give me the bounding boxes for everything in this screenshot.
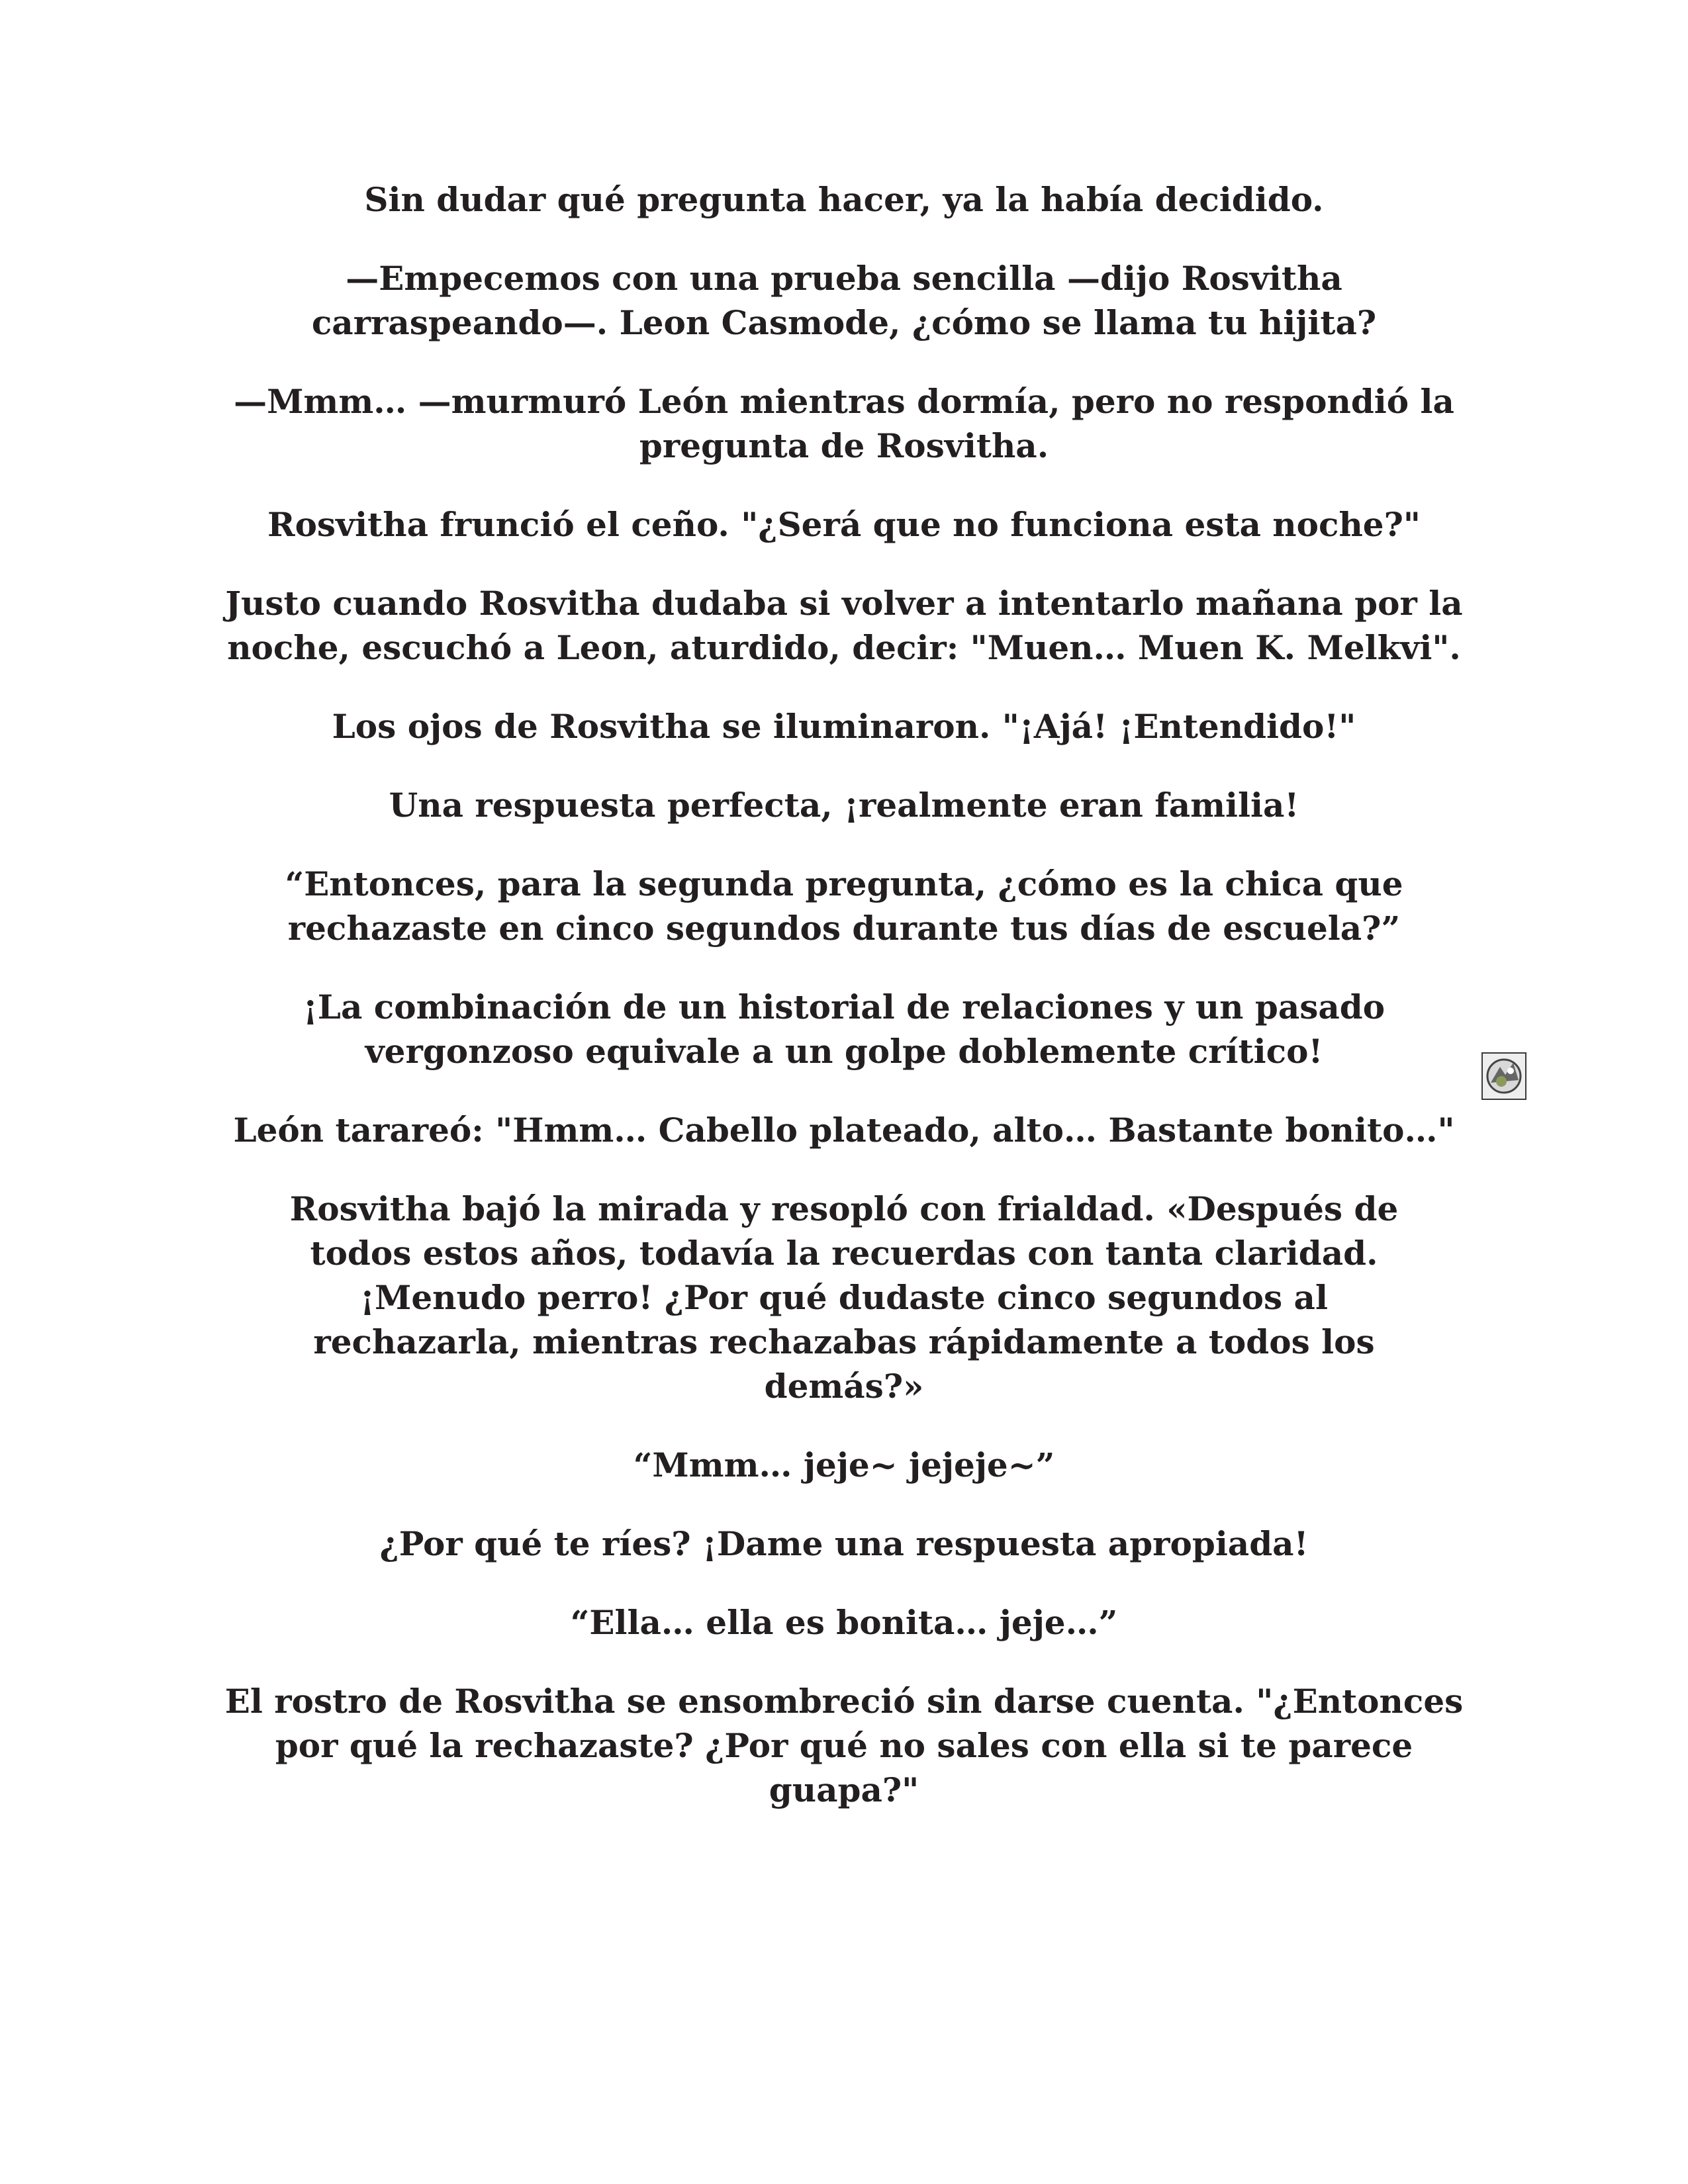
paragraph: Rosvitha bajó la mirada y resopló con frialdad. «Después de todos estos años, todavía la recuerdas con tanta claridad. ¡Menudo perro! ¿Por qué dudaste cinco segundos al rechazarla, mientras rechazabas rápidamente a todos los demás?» bbox=[289, 1189, 1399, 1406]
document-page bbox=[218, 177, 1470, 1846]
paragraph: —Empecemos con una prueba sencilla —dijo Rosvitha carraspeando—. Leon Casmode, ¿cómo se llama tu hijita? bbox=[311, 259, 1377, 342]
paragraph: Una respuesta perfecta, ¡realmente eran familia! bbox=[389, 786, 1299, 825]
paragraph: “Ella… ella es bonita… jeje…” bbox=[570, 1603, 1118, 1642]
paragraph: ¿Por qué te ríes? ¡Dame una respuesta apropiada! bbox=[379, 1524, 1309, 1563]
paragraph: Sin dudar qué pregunta hacer, ya la había decidido. bbox=[364, 180, 1324, 219]
paragraph: “Entonces, para la segunda pregunta, ¿cómo es la chica que rechazaste en cinco segundos durante tus días de escuela?” bbox=[285, 864, 1403, 948]
paragraph: Rosvitha frunció el ceño. "¿Será que no funciona esta noche?" bbox=[267, 505, 1421, 544]
paragraph: León tarareó: "Hmm… Cabello plateado, alto… Bastante bonito…" bbox=[233, 1111, 1455, 1150]
paragraph: Justo cuando Rosvitha dudaba si volver a intentarlo mañana por la noche, escuchó a Leon, aturdido, decir: "Muen… Muen K. Melkvi". bbox=[225, 584, 1463, 667]
paragraph: El rostro de Rosvitha se ensombreció sin darse cuenta. "¿Entonces por qué la rechazaste? ¿Por qué no sales con ella si te parece guapa?" bbox=[224, 1682, 1464, 1809]
paragraph: ¡La combinación de un historial de relaciones y un pasado vergonzoso equivale a un golpe doblemente crítico! bbox=[303, 987, 1385, 1071]
scroll-thumbnail-icon[interactable] bbox=[1481, 1052, 1526, 1100]
paragraph: —Mmm… —murmuró León mientras dormía, pero no respondió la pregunta de Rosvitha. bbox=[234, 382, 1454, 465]
paragraph: Los ojos de Rosvitha se iluminaron. "¡Ajá! ¡Entendido!" bbox=[332, 707, 1356, 746]
paragraph: “Mmm… jeje~ jejeje~” bbox=[633, 1445, 1055, 1484]
